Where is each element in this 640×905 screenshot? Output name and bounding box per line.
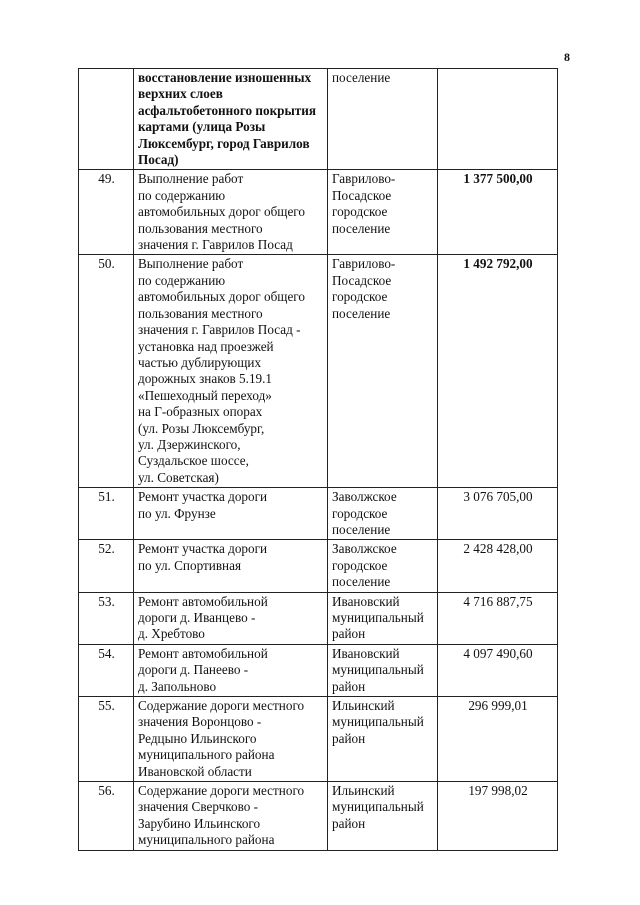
table-row xyxy=(79,697,558,782)
row-description: Ремонт автомобильной дороги д. Иванцево - д. Хребтово xyxy=(134,592,328,644)
row-amount: 1 377 500,00 xyxy=(438,170,558,255)
table-row xyxy=(79,69,558,170)
row-description: Ремонт участка дороги по ул. Фрунзе xyxy=(134,488,328,540)
row-amount: 4 716 887,75 xyxy=(438,592,558,644)
row-number xyxy=(79,69,134,170)
row-number: 54. xyxy=(79,644,134,696)
row-number: 55. xyxy=(79,697,134,782)
row-owner: Ильинский муниципальный район xyxy=(328,782,438,851)
table-row xyxy=(79,170,558,255)
row-description: восстановление изношенных верхних слоев асфальтобетонного покрытия картами (улица Розы Люксембург, город Гаврилов Посад) xyxy=(134,69,328,170)
table-row xyxy=(79,540,558,592)
row-description: Ремонт участка дороги по ул. Спортивная xyxy=(134,540,328,592)
row-owner: Ивановский муниципальный район xyxy=(328,644,438,696)
table-row xyxy=(79,255,558,488)
row-amount: 1 492 792,00 xyxy=(438,255,558,488)
row-amount: 296 999,01 xyxy=(438,697,558,782)
row-owner: Заволжское городское поселение xyxy=(328,488,438,540)
table-row xyxy=(79,592,558,644)
table-row xyxy=(79,782,558,851)
page-number: 8 xyxy=(564,50,570,64)
row-number: 52. xyxy=(79,540,134,592)
row-number: 53. xyxy=(79,592,134,644)
row-owner: поселение xyxy=(328,69,438,170)
row-amount: 2 428 428,00 xyxy=(438,540,558,592)
roads-table xyxy=(78,68,558,851)
row-amount: 3 076 705,00 xyxy=(438,488,558,540)
row-description: Ремонт автомобильной дороги д. Панеево - д. Запольново xyxy=(134,644,328,696)
row-owner: Гаврилово- Посадское городское поселение xyxy=(328,170,438,255)
row-amount: 4 097 490,60 xyxy=(438,644,558,696)
row-owner: Ильинский муниципальный район xyxy=(328,697,438,782)
row-number: 56. xyxy=(79,782,134,851)
row-description: Выполнение работ по содержанию автомобильных дорог общего пользования местного значения г. Гаврилов Посад - установка над проезжей частью дублирующих дорожных знаков 5.19.1 «Пешеходный переход» на Г-образных опорах (ул. Розы Люксембург, ул. Дзержинского, Суздальское шоссе, ул. Советская) xyxy=(134,255,328,488)
table-row xyxy=(79,488,558,540)
row-amount xyxy=(438,69,558,170)
row-description: Содержание дороги местного значения Сверчково - Зарубино Ильинского муниципального района xyxy=(134,782,328,851)
row-number: 51. xyxy=(79,488,134,540)
row-owner: Ивановский муниципальный район xyxy=(328,592,438,644)
row-owner: Гаврилово- Посадское городское поселение xyxy=(328,255,438,488)
table-row xyxy=(79,644,558,696)
row-description: Содержание дороги местного значения Воронцово - Редцыно Ильинского муниципального района Ивановской области xyxy=(134,697,328,782)
row-number: 49. xyxy=(79,170,134,255)
row-description: Выполнение работ по содержанию автомобильных дорог общего пользования местного значения г. Гаврилов Посад xyxy=(134,170,328,255)
row-owner: Заволжское городское поселение xyxy=(328,540,438,592)
row-amount: 197 998,02 xyxy=(438,782,558,851)
row-number: 50. xyxy=(79,255,134,488)
